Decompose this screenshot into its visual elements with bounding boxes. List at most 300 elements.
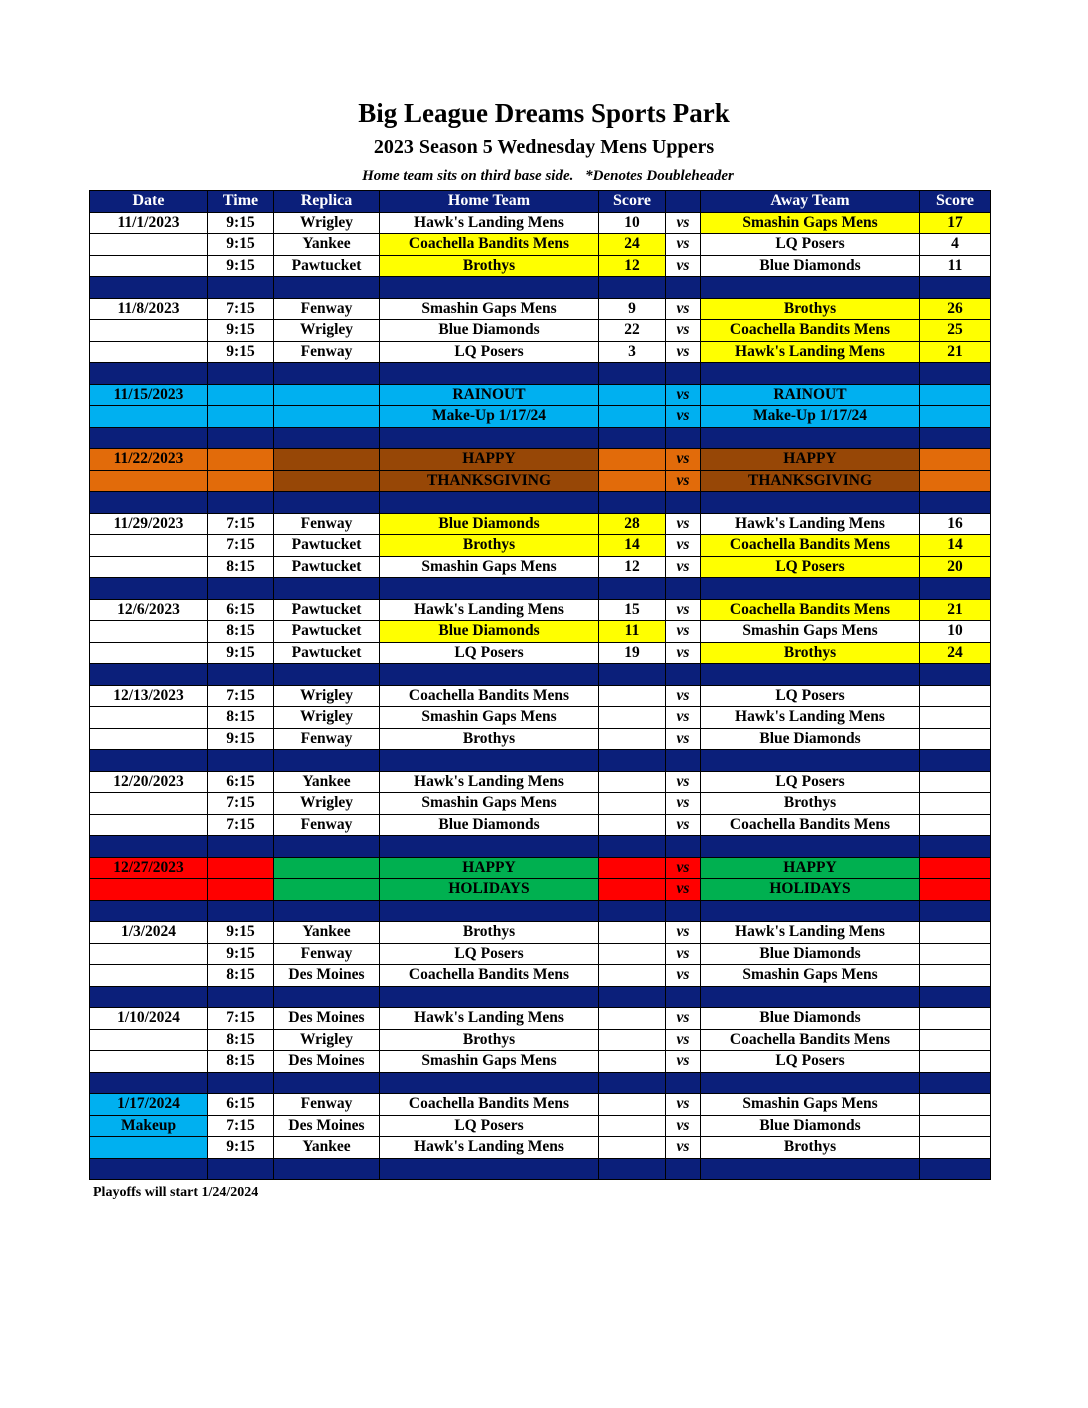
replica-cell: Fenway bbox=[274, 728, 380, 750]
home-team-cell: LQ Posers bbox=[380, 341, 599, 363]
date-cell bbox=[90, 965, 208, 987]
separator-cell bbox=[208, 900, 274, 922]
home-score-cell bbox=[599, 685, 666, 707]
separator-cell bbox=[920, 664, 991, 686]
vs-cell: vs bbox=[666, 599, 701, 621]
separator-cell bbox=[90, 900, 208, 922]
special-row bbox=[90, 449, 991, 471]
away-score-cell bbox=[920, 1115, 991, 1137]
home-score-cell bbox=[599, 771, 666, 793]
time-cell: 9:15 bbox=[208, 341, 274, 363]
home-score-cell bbox=[599, 814, 666, 836]
game-row bbox=[90, 965, 991, 987]
replica-cell: Pawtucket bbox=[274, 621, 380, 643]
doubleheader-note: *Denotes Doubleheader bbox=[585, 168, 734, 184]
replica-cell bbox=[274, 879, 380, 901]
game-row bbox=[90, 599, 991, 621]
separator-cell bbox=[701, 492, 920, 514]
separator-row bbox=[90, 427, 991, 449]
separator-cell bbox=[90, 492, 208, 514]
home-team-cell: Make-Up 1/17/24 bbox=[380, 406, 599, 428]
date-cell bbox=[90, 1137, 208, 1159]
game-row bbox=[90, 1008, 991, 1030]
home-team-cell: Coachella Bandits Mens bbox=[380, 234, 599, 256]
replica-cell: Wrigley bbox=[274, 320, 380, 342]
home-team-cell: Hawk's Landing Mens bbox=[380, 212, 599, 234]
date-cell bbox=[90, 642, 208, 664]
away-team-cell: Make-Up 1/17/24 bbox=[701, 406, 920, 428]
away-score-cell: 14 bbox=[920, 535, 991, 557]
date-cell bbox=[90, 406, 208, 428]
separator-cell bbox=[599, 836, 666, 858]
special-row bbox=[90, 470, 991, 492]
separator-row bbox=[90, 900, 991, 922]
away-team-cell: Coachella Bandits Mens bbox=[701, 1029, 920, 1051]
away-score-cell bbox=[920, 922, 991, 944]
date-cell: 12/6/2023 bbox=[90, 599, 208, 621]
replica-cell: Des Moines bbox=[274, 1051, 380, 1073]
time-cell: 7:15 bbox=[208, 814, 274, 836]
separator-row bbox=[90, 664, 991, 686]
vs-cell: vs bbox=[666, 1115, 701, 1137]
replica-cell: Yankee bbox=[274, 234, 380, 256]
away-score-cell: 20 bbox=[920, 556, 991, 578]
separator-cell bbox=[380, 492, 599, 514]
separator-cell bbox=[380, 1072, 599, 1094]
separator-cell bbox=[90, 578, 208, 600]
home-team-cell: Smashin Gaps Mens bbox=[380, 707, 599, 729]
vs-cell: vs bbox=[666, 255, 701, 277]
separator-cell bbox=[90, 1072, 208, 1094]
separator-cell bbox=[208, 836, 274, 858]
game-row bbox=[90, 814, 991, 836]
separator-cell bbox=[920, 277, 991, 299]
away-score-cell bbox=[920, 879, 991, 901]
replica-cell: Pawtucket bbox=[274, 599, 380, 621]
home-team-cell: Coachella Bandits Mens bbox=[380, 965, 599, 987]
replica-cell: Yankee bbox=[274, 1137, 380, 1159]
home-team-cell: Blue Diamonds bbox=[380, 320, 599, 342]
game-row bbox=[90, 234, 991, 256]
home-score-cell bbox=[599, 707, 666, 729]
game-row bbox=[90, 556, 991, 578]
separator-cell bbox=[90, 1158, 208, 1180]
replica-cell: Wrigley bbox=[274, 685, 380, 707]
game-row bbox=[90, 298, 991, 320]
replica-cell: Fenway bbox=[274, 814, 380, 836]
time-cell: 9:15 bbox=[208, 642, 274, 664]
home-team-cell: Smashin Gaps Mens bbox=[380, 1051, 599, 1073]
time-cell: 7:15 bbox=[208, 513, 274, 535]
date-cell bbox=[90, 255, 208, 277]
separator-cell bbox=[274, 664, 380, 686]
game-row bbox=[90, 1051, 991, 1073]
separator-cell bbox=[380, 900, 599, 922]
away-score-cell bbox=[920, 1137, 991, 1159]
time-cell: 7:15 bbox=[208, 685, 274, 707]
away-score-cell bbox=[920, 406, 991, 428]
vs-cell: vs bbox=[666, 298, 701, 320]
home-score-cell bbox=[599, 943, 666, 965]
away-score-cell bbox=[920, 728, 991, 750]
away-score-cell bbox=[920, 793, 991, 815]
home-team-cell: Hawk's Landing Mens bbox=[380, 1137, 599, 1159]
separator-cell bbox=[920, 986, 991, 1008]
replica-cell: Des Moines bbox=[274, 1115, 380, 1137]
date-cell bbox=[90, 556, 208, 578]
separator-cell bbox=[701, 836, 920, 858]
time-cell bbox=[208, 384, 274, 406]
home-score-cell bbox=[599, 470, 666, 492]
vs-cell: vs bbox=[666, 1008, 701, 1030]
away-team-cell: Coachella Bandits Mens bbox=[701, 320, 920, 342]
separator-cell bbox=[208, 578, 274, 600]
vs-cell: vs bbox=[666, 234, 701, 256]
time-cell bbox=[208, 470, 274, 492]
game-row bbox=[90, 1115, 991, 1137]
time-cell: 8:15 bbox=[208, 965, 274, 987]
separator-cell bbox=[380, 1158, 599, 1180]
home-team-cell: Brothys bbox=[380, 1029, 599, 1051]
home-team-cell: THANKSGIVING bbox=[380, 470, 599, 492]
separator-cell bbox=[666, 492, 701, 514]
separator-cell bbox=[920, 1158, 991, 1180]
separator-row bbox=[90, 578, 991, 600]
time-cell: 7:15 bbox=[208, 1008, 274, 1030]
vs-cell: vs bbox=[666, 793, 701, 815]
away-score-cell bbox=[920, 943, 991, 965]
date-cell bbox=[90, 621, 208, 643]
header-time: Time bbox=[208, 191, 274, 213]
replica-cell: Fenway bbox=[274, 1094, 380, 1116]
away-score-cell bbox=[920, 707, 991, 729]
time-cell: 9:15 bbox=[208, 943, 274, 965]
time-cell: 8:15 bbox=[208, 1051, 274, 1073]
vs-cell: vs bbox=[666, 1051, 701, 1073]
separator-cell bbox=[920, 836, 991, 858]
away-team-cell: Hawk's Landing Mens bbox=[701, 922, 920, 944]
date-cell bbox=[90, 707, 208, 729]
separator-cell bbox=[380, 986, 599, 1008]
separator-row bbox=[90, 986, 991, 1008]
away-team-cell: HAPPY bbox=[701, 857, 920, 879]
separator-cell bbox=[90, 277, 208, 299]
separator-cell bbox=[920, 750, 991, 772]
separator-cell bbox=[208, 1072, 274, 1094]
replica-cell bbox=[274, 406, 380, 428]
header-home-score: Score bbox=[599, 191, 666, 213]
away-team-cell: LQ Posers bbox=[701, 1051, 920, 1073]
separator-cell bbox=[920, 427, 991, 449]
replica-cell bbox=[274, 470, 380, 492]
replica-cell bbox=[274, 384, 380, 406]
replica-cell: Des Moines bbox=[274, 1008, 380, 1030]
separator-cell bbox=[701, 900, 920, 922]
separator-cell bbox=[666, 750, 701, 772]
away-team-cell: Brothys bbox=[701, 298, 920, 320]
date-cell: 1/17/2024 bbox=[90, 1094, 208, 1116]
game-row bbox=[90, 771, 991, 793]
separator-cell bbox=[274, 363, 380, 385]
home-score-cell bbox=[599, 922, 666, 944]
home-score-cell: 19 bbox=[599, 642, 666, 664]
separator-cell bbox=[274, 900, 380, 922]
separator-cell bbox=[666, 1072, 701, 1094]
home-score-cell bbox=[599, 1008, 666, 1030]
time-cell bbox=[208, 879, 274, 901]
separator-cell bbox=[380, 427, 599, 449]
time-cell: 6:15 bbox=[208, 599, 274, 621]
date-cell bbox=[90, 793, 208, 815]
game-row bbox=[90, 212, 991, 234]
home-score-cell: 24 bbox=[599, 234, 666, 256]
date-cell: 12/20/2023 bbox=[90, 771, 208, 793]
separator-cell bbox=[599, 492, 666, 514]
separator-cell bbox=[380, 750, 599, 772]
home-team-cell: Hawk's Landing Mens bbox=[380, 599, 599, 621]
vs-cell: vs bbox=[666, 642, 701, 664]
vs-cell: vs bbox=[666, 556, 701, 578]
home-team-cell: LQ Posers bbox=[380, 943, 599, 965]
away-team-cell: Smashin Gaps Mens bbox=[701, 212, 920, 234]
time-cell bbox=[208, 449, 274, 471]
away-score-cell bbox=[920, 857, 991, 879]
home-team-cell: LQ Posers bbox=[380, 642, 599, 664]
home-team-cell: Hawk's Landing Mens bbox=[380, 1008, 599, 1030]
vs-cell: vs bbox=[666, 814, 701, 836]
away-score-cell bbox=[920, 449, 991, 471]
away-team-cell: Hawk's Landing Mens bbox=[701, 341, 920, 363]
vs-cell: vs bbox=[666, 879, 701, 901]
schedule-table bbox=[89, 190, 991, 1180]
separator-cell bbox=[701, 363, 920, 385]
game-row bbox=[90, 535, 991, 557]
time-cell: 8:15 bbox=[208, 556, 274, 578]
date-cell bbox=[90, 470, 208, 492]
vs-cell: vs bbox=[666, 965, 701, 987]
header-vs bbox=[666, 191, 701, 213]
time-cell: 7:15 bbox=[208, 1115, 274, 1137]
away-team-cell: LQ Posers bbox=[701, 685, 920, 707]
separator-cell bbox=[380, 277, 599, 299]
date-cell: 1/3/2024 bbox=[90, 922, 208, 944]
separator-cell bbox=[666, 427, 701, 449]
home-team-cell: HAPPY bbox=[380, 449, 599, 471]
separator-cell bbox=[274, 1158, 380, 1180]
special-row bbox=[90, 857, 991, 879]
away-team-cell: HAPPY bbox=[701, 449, 920, 471]
separator-cell bbox=[599, 900, 666, 922]
separator-cell bbox=[701, 578, 920, 600]
separator-row bbox=[90, 836, 991, 858]
separator-cell bbox=[701, 750, 920, 772]
home-score-cell: 12 bbox=[599, 255, 666, 277]
away-team-cell: LQ Posers bbox=[701, 234, 920, 256]
separator-cell bbox=[90, 750, 208, 772]
home-score-cell: 9 bbox=[599, 298, 666, 320]
header-date: Date bbox=[90, 191, 208, 213]
vs-cell: vs bbox=[666, 320, 701, 342]
separator-cell bbox=[274, 277, 380, 299]
away-score-cell: 26 bbox=[920, 298, 991, 320]
home-score-cell: 11 bbox=[599, 621, 666, 643]
replica-cell: Wrigley bbox=[274, 212, 380, 234]
away-score-cell: 17 bbox=[920, 212, 991, 234]
time-cell: 9:15 bbox=[208, 234, 274, 256]
date-cell bbox=[90, 728, 208, 750]
home-score-cell bbox=[599, 1051, 666, 1073]
separator-cell bbox=[380, 836, 599, 858]
home-score-cell bbox=[599, 1137, 666, 1159]
separator-cell bbox=[274, 492, 380, 514]
away-team-cell: Smashin Gaps Mens bbox=[701, 621, 920, 643]
separator-cell bbox=[599, 277, 666, 299]
away-team-cell: THANKSGIVING bbox=[701, 470, 920, 492]
away-team-cell: Brothys bbox=[701, 793, 920, 815]
home-team-cell: Smashin Gaps Mens bbox=[380, 556, 599, 578]
separator-cell bbox=[666, 900, 701, 922]
game-row bbox=[90, 685, 991, 707]
vs-cell: vs bbox=[666, 1094, 701, 1116]
time-cell: 8:15 bbox=[208, 1029, 274, 1051]
date-cell bbox=[90, 341, 208, 363]
home-team-cell: RAINOUT bbox=[380, 384, 599, 406]
game-row bbox=[90, 1094, 991, 1116]
separator-cell bbox=[666, 1158, 701, 1180]
away-team-cell: Blue Diamonds bbox=[701, 728, 920, 750]
separator-cell bbox=[380, 664, 599, 686]
separator-cell bbox=[274, 986, 380, 1008]
home-score-cell: 22 bbox=[599, 320, 666, 342]
separator-cell bbox=[701, 1072, 920, 1094]
away-score-cell: 10 bbox=[920, 621, 991, 643]
home-team-cell: Smashin Gaps Mens bbox=[380, 298, 599, 320]
date-cell bbox=[90, 320, 208, 342]
game-row bbox=[90, 320, 991, 342]
vs-cell: vs bbox=[666, 384, 701, 406]
home-score-cell bbox=[599, 1094, 666, 1116]
separator-cell bbox=[920, 900, 991, 922]
vs-cell: vs bbox=[666, 1029, 701, 1051]
away-score-cell bbox=[920, 685, 991, 707]
home-team-cell: Hawk's Landing Mens bbox=[380, 771, 599, 793]
time-cell: 6:15 bbox=[208, 1094, 274, 1116]
vs-cell: vs bbox=[666, 771, 701, 793]
game-row bbox=[90, 728, 991, 750]
time-cell bbox=[208, 857, 274, 879]
replica-cell: Wrigley bbox=[274, 707, 380, 729]
separator-cell bbox=[666, 986, 701, 1008]
separator-cell bbox=[666, 836, 701, 858]
date-cell bbox=[90, 234, 208, 256]
separator-cell bbox=[666, 277, 701, 299]
date-cell: 12/27/2023 bbox=[90, 857, 208, 879]
replica-cell bbox=[274, 449, 380, 471]
away-score-cell bbox=[920, 1051, 991, 1073]
separator-cell bbox=[90, 363, 208, 385]
home-team-cell: Brothys bbox=[380, 922, 599, 944]
separator-cell bbox=[701, 1158, 920, 1180]
page-title: Big League Dreams Sports Park bbox=[358, 98, 730, 128]
vs-cell: vs bbox=[666, 728, 701, 750]
separator-cell bbox=[701, 277, 920, 299]
away-team-cell: Smashin Gaps Mens bbox=[701, 1094, 920, 1116]
date-cell: 12/13/2023 bbox=[90, 685, 208, 707]
vs-cell: vs bbox=[666, 621, 701, 643]
replica-cell: Pawtucket bbox=[274, 642, 380, 664]
away-team-cell: Hawk's Landing Mens bbox=[701, 513, 920, 535]
game-row bbox=[90, 621, 991, 643]
game-row bbox=[90, 513, 991, 535]
away-score-cell: 4 bbox=[920, 234, 991, 256]
home-team-cell: HOLIDAYS bbox=[380, 879, 599, 901]
playoffs-note: Playoffs will start 1/24/2024 bbox=[93, 1185, 259, 1200]
separator-row bbox=[90, 1158, 991, 1180]
home-team-note: Home team sits on third base side. bbox=[362, 168, 574, 184]
away-team-cell: RAINOUT bbox=[701, 384, 920, 406]
replica-cell: Wrigley bbox=[274, 1029, 380, 1051]
schedule-note bbox=[0, 168, 1088, 185]
time-cell: 9:15 bbox=[208, 320, 274, 342]
away-team-cell: Brothys bbox=[701, 642, 920, 664]
date-cell bbox=[90, 879, 208, 901]
home-team-cell: HAPPY bbox=[380, 857, 599, 879]
home-score-cell: 15 bbox=[599, 599, 666, 621]
separator-cell bbox=[920, 1072, 991, 1094]
vs-cell: vs bbox=[666, 470, 701, 492]
date-cell bbox=[90, 814, 208, 836]
home-team-cell: Blue Diamonds bbox=[380, 814, 599, 836]
away-score-cell: 11 bbox=[920, 255, 991, 277]
home-team-cell: Blue Diamonds bbox=[380, 513, 599, 535]
date-cell: 11/1/2023 bbox=[90, 212, 208, 234]
separator-cell bbox=[274, 836, 380, 858]
separator-cell bbox=[599, 1072, 666, 1094]
replica-cell: Fenway bbox=[274, 341, 380, 363]
replica-cell: Pawtucket bbox=[274, 556, 380, 578]
schedule-body bbox=[90, 191, 991, 1180]
date-cell bbox=[90, 535, 208, 557]
home-score-cell bbox=[599, 1115, 666, 1137]
separator-cell bbox=[208, 750, 274, 772]
separator-cell bbox=[599, 363, 666, 385]
home-team-cell: Coachella Bandits Mens bbox=[380, 1094, 599, 1116]
vs-cell: vs bbox=[666, 535, 701, 557]
separator-cell bbox=[208, 277, 274, 299]
away-team-cell: Brothys bbox=[701, 1137, 920, 1159]
separator-cell bbox=[599, 750, 666, 772]
separator-cell bbox=[274, 578, 380, 600]
date-cell: 11/22/2023 bbox=[90, 449, 208, 471]
separator-cell bbox=[274, 750, 380, 772]
special-row bbox=[90, 406, 991, 428]
separator-cell bbox=[208, 363, 274, 385]
away-score-cell: 16 bbox=[920, 513, 991, 535]
home-score-cell bbox=[599, 449, 666, 471]
away-score-cell bbox=[920, 470, 991, 492]
separator-cell bbox=[920, 492, 991, 514]
replica-cell: Pawtucket bbox=[274, 255, 380, 277]
special-row bbox=[90, 879, 991, 901]
date-cell bbox=[90, 943, 208, 965]
separator-cell bbox=[380, 363, 599, 385]
away-score-cell: 21 bbox=[920, 599, 991, 621]
away-team-cell: Hawk's Landing Mens bbox=[701, 707, 920, 729]
replica-cell: Fenway bbox=[274, 513, 380, 535]
time-cell: 6:15 bbox=[208, 771, 274, 793]
replica-cell: Fenway bbox=[274, 298, 380, 320]
away-team-cell: Blue Diamonds bbox=[701, 1115, 920, 1137]
